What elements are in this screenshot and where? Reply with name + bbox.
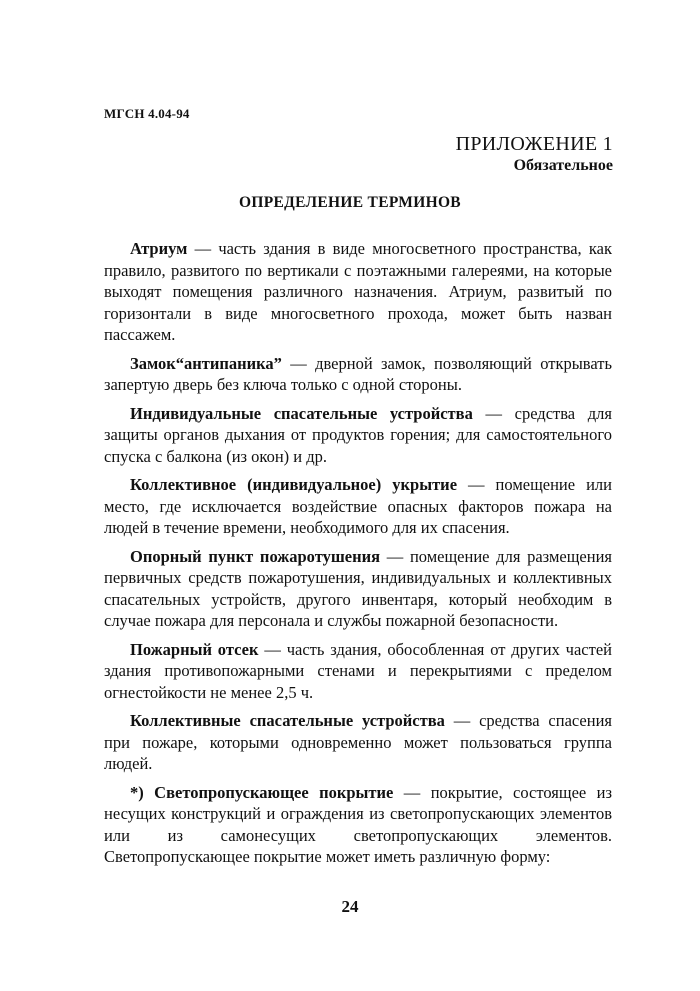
page-number: 24 xyxy=(341,897,359,916)
definition-text: — средства спасения при пожаре, которыми одновременно может пользоваться группа людей. xyxy=(104,711,612,773)
document-code: МГСН 4.04-94 xyxy=(104,106,190,121)
appendix-title: ПРИЛОЖЕНИЕ 1 xyxy=(455,133,613,155)
definition-text: — покрытие, состоящее из несущих конструкций и ограждения из светопропускающих элементов или из самонесущих светопропускающих элементов. Светопропускающее покрытие может иметь различную форму: xyxy=(104,782,612,866)
appendix-block xyxy=(456,133,613,177)
definition-text: — дверной замок, позволяющий открывать запертую дверь без ключа только с одной стороны. xyxy=(104,353,612,394)
appendix-status: Обязательное xyxy=(513,157,613,174)
definition-term: Замок“антипаника” xyxy=(130,353,282,373)
definition-term: Индивидуальные спасательные устройства xyxy=(130,403,473,423)
section-heading: ОПРЕДЕЛЕНИЕ ТЕРМИНОВ xyxy=(239,194,461,211)
definition-term: Опорный пункт пожаротушения xyxy=(130,546,381,566)
definition-term: Атриум xyxy=(130,239,188,258)
definition-paragraph xyxy=(104,353,612,396)
definition-paragraph xyxy=(104,238,612,346)
definition-term: Пожарный отсек xyxy=(130,639,259,659)
definition-paragraph xyxy=(104,639,612,704)
definitions-body xyxy=(104,238,612,875)
definition-paragraph xyxy=(104,474,612,539)
definition-term: Коллективные спасательные устройства xyxy=(130,711,445,730)
definition-paragraph xyxy=(104,403,612,468)
definition-paragraph xyxy=(104,782,612,868)
definition-text: — часть здания, обособленная от других частей здания противопожарными стенами и перекрытиями с пределом огнестойкости не менее 2,5 ч. xyxy=(104,639,612,702)
definition-text: — средства для защиты органов дыхания от продуктов горения; для самостоятельного спуска с балкона (из окон) и др. xyxy=(104,403,612,466)
definition-text: — помещение для размещения первичных средств пожаротушения, индивидуальных и коллективных спасательных устройств, другого инвентаря, который необходим в случае пожара для персонала и службы пожарной безопасности. xyxy=(104,546,613,630)
definition-text: — помещение или место, где исключается воздействие опасных факторов пожара на людей в течение времени, необходимого для их спасения. xyxy=(104,475,612,537)
definition-term: Коллективное (индивидуальное) укрытие xyxy=(130,475,458,494)
definition-text: — часть здания в виде многосветного пространства, как правило, развитого по вертикали с поэтажными галереями, на которые выходят помещения различного назначения. Атриум, развитый по горизонтали в виде многосветного прохода, может быть назван пассажем. xyxy=(104,239,612,344)
definition-term: *) Светопропускающее покрытие xyxy=(130,782,394,802)
definition-paragraph xyxy=(104,710,612,775)
definition-paragraph xyxy=(104,546,612,632)
